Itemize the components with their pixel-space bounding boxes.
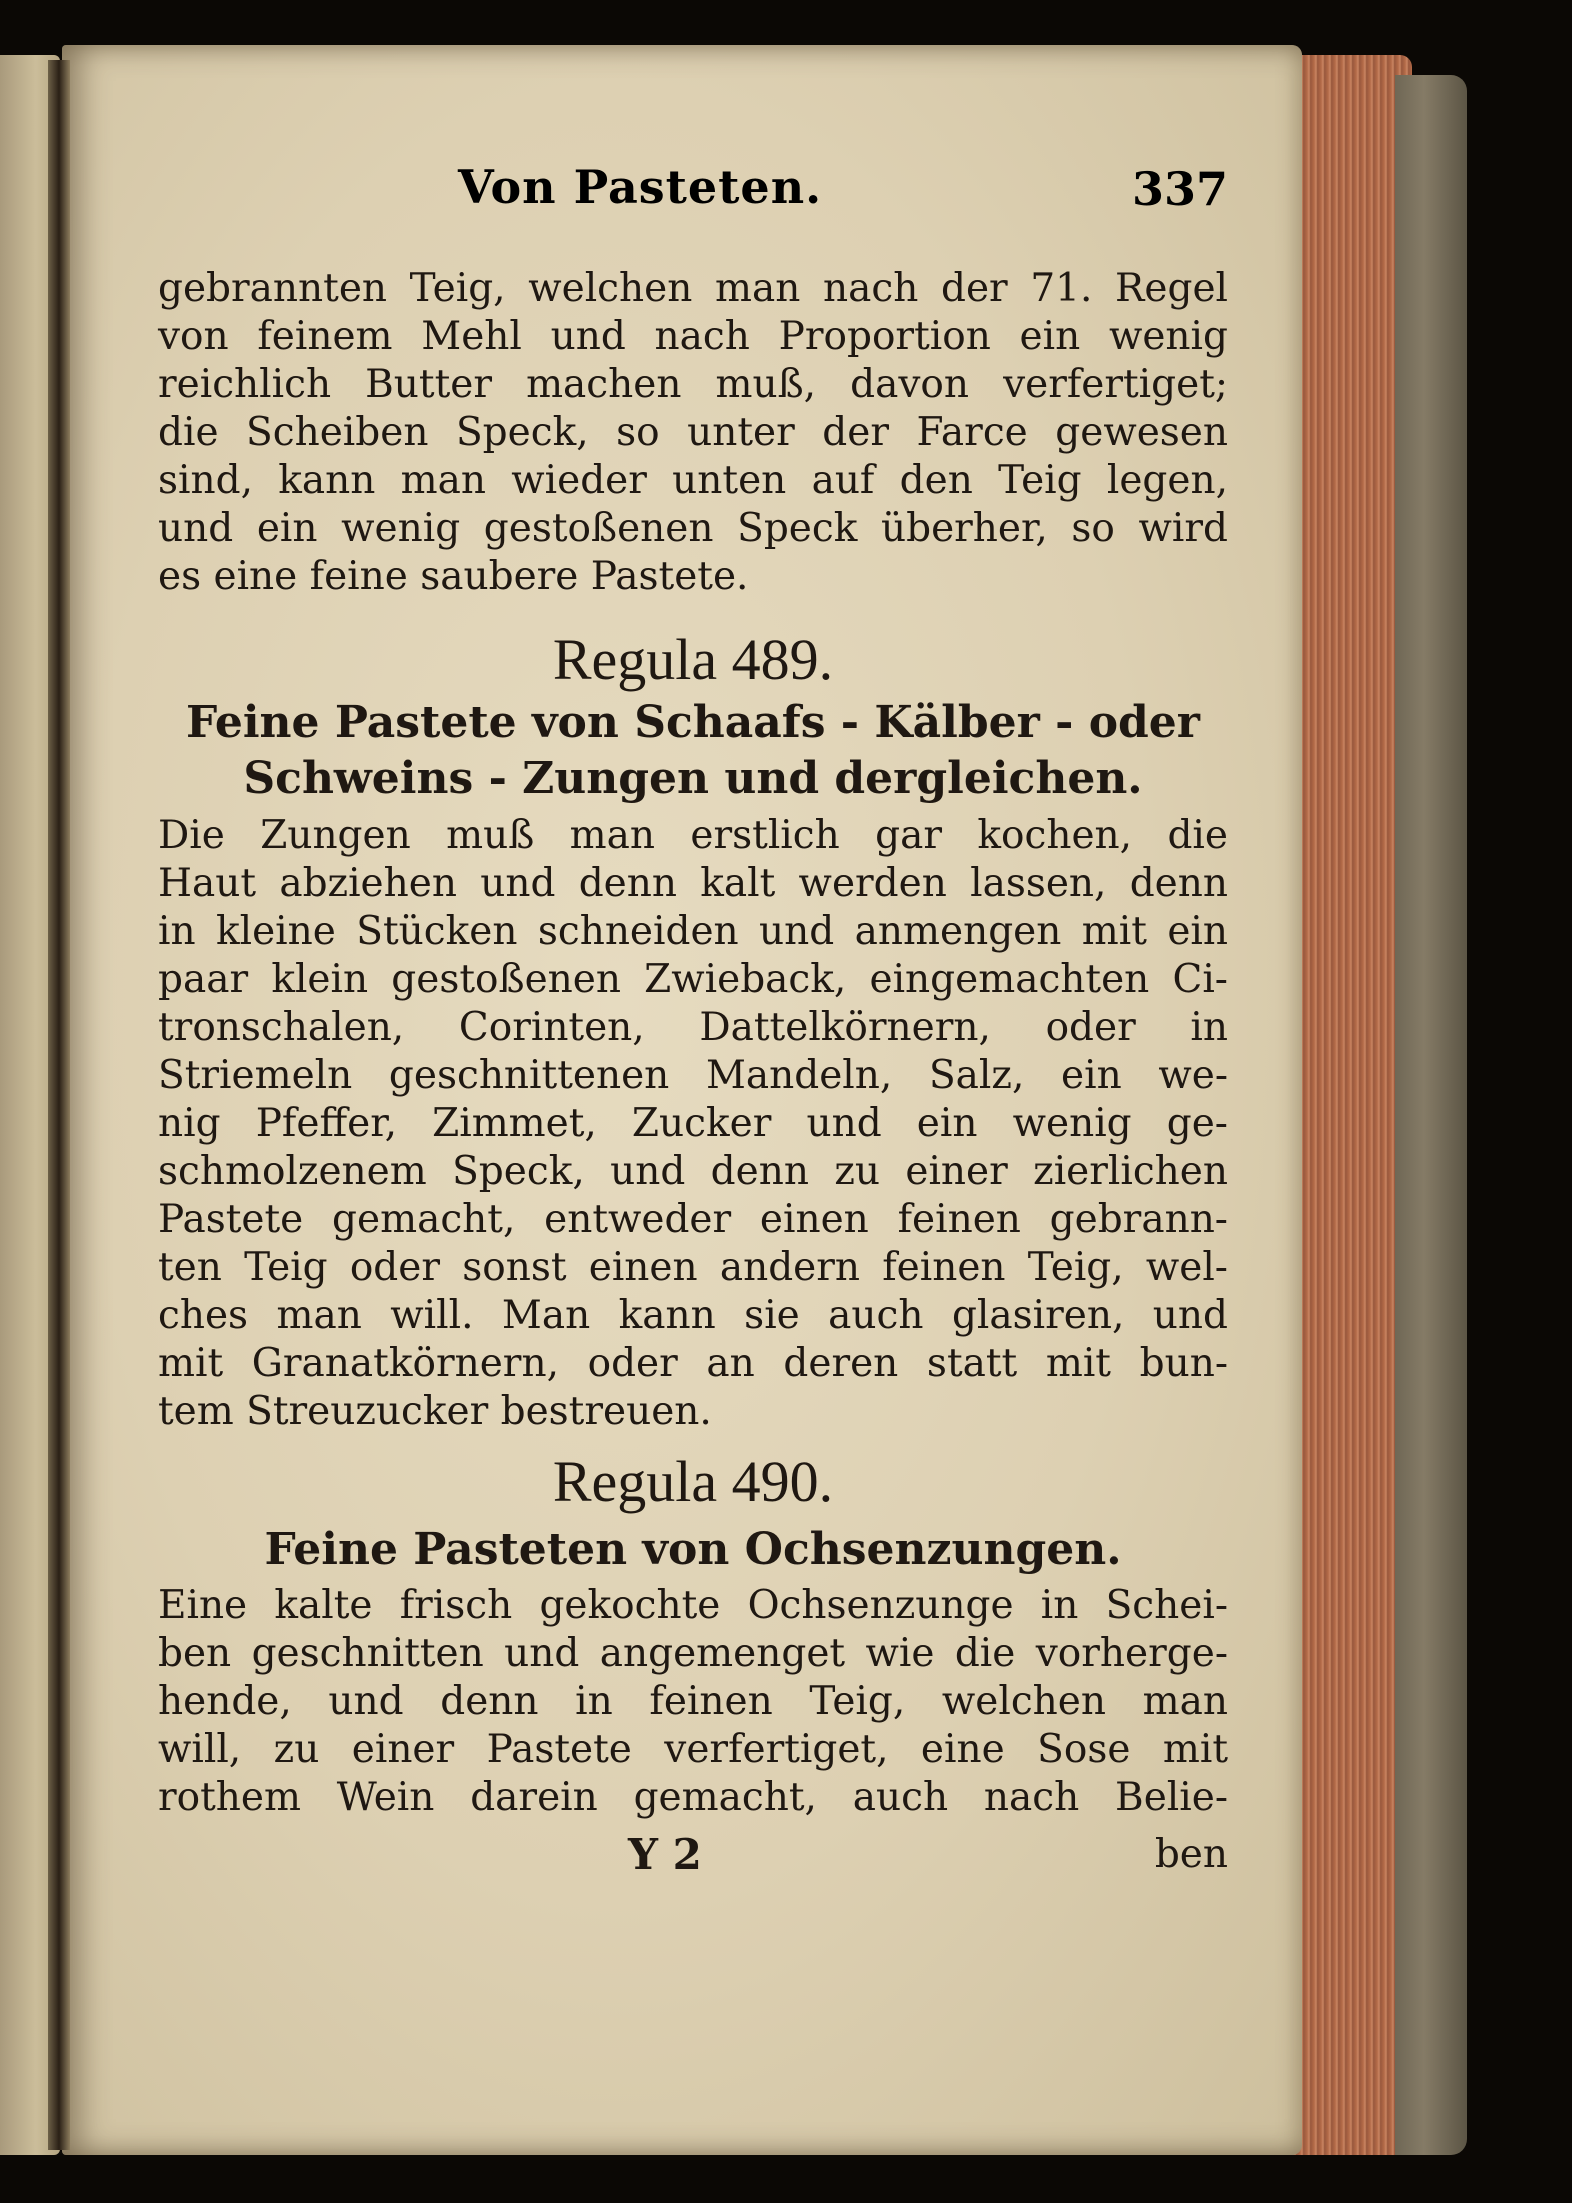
text-line: schmolzenem Speck, und denn zu einer zierlichen [158,1149,1228,1194]
text-line: sind, kann man wieder unten auf den Teig legen, [158,458,1228,503]
text-line: will, zu einer Pastete verfertiget, eine Sose mit [158,1727,1228,1772]
signature-mark: Y 2 [628,1830,702,1879]
text-line: gebrannten Teig, welchen man nach der 71. Regel [158,266,1228,311]
text-line: Haut abziehen und denn kalt werden lassen, denn [158,861,1228,906]
text-line: Striemeln geschnittenen Mandeln, Salz, ein we- [158,1053,1228,1098]
page-block-edge [1290,55,1412,2155]
text-line: und ein wenig gestoßenen Speck überher, so wird [158,506,1228,551]
text-line: hende, und denn in feinen Teig, welchen man [158,1679,1228,1724]
text-line: die Scheiben Speck, so unter der Farce gewesen [158,410,1228,455]
text-line: ches man will. Man kann sie auch glasiren, und [158,1293,1228,1338]
text-line: ten Teig oder sonst einen andern feinen Teig, wel- [158,1245,1228,1290]
text-line: tronschalen, Corinten, Dattelkörnern, oder in [158,1005,1228,1050]
regula-489-heading-line1: Feine Pastete von Schaafs - Kälber - oder [186,697,1200,748]
text-line: paar klein gestoßenen Zwieback, eingemachten Ci- [158,957,1228,1002]
gutter [48,60,70,2150]
text-line: Pastete gemacht, entweder einen feinen gebrann- [158,1197,1228,1242]
text-line: Eine kalte frisch gekochte Ochsenzunge in Schei- [158,1583,1228,1628]
regula-489-heading-line2: Schweins - Zungen und dergleichen. [243,753,1143,804]
regula-489-number: Regula 489. [552,627,834,692]
text-line: mit Granatkörnern, oder an deren statt mit bun- [158,1341,1228,1386]
text-line: reichlich Butter machen muß, davon verfertiget; [158,362,1228,407]
text-line: von feinem Mehl und nach Proportion ein wenig [158,314,1228,359]
text-line: Die Zungen muß man erstlich gar kochen, die [158,813,1228,858]
page-number: 337 [1131,162,1228,216]
regula-490-heading: Feine Pasteten von Ochsenzungen. [264,1524,1122,1575]
regula-490-number: Regula 490. [552,1449,834,1514]
text-line: tem Streuzucker bestreuen. [158,1389,712,1434]
catchword: ben [1154,1832,1228,1877]
text-line: es eine feine saubere Pastete. [158,554,749,599]
book-cover [1395,75,1467,2155]
text-line: nig Pfeffer, Zimmet, Zucker und ein wenig ge- [158,1101,1228,1146]
text-line: ben geschnitten und angemenget wie die vorherge- [158,1631,1228,1676]
text-line: in kleine Stücken schneiden und anmengen mit ein [158,909,1228,954]
running-title: Von Pasteten. [458,160,823,214]
page-header [158,160,1228,230]
text-line: rothem Wein darein gemacht, auch nach Belie- [158,1775,1228,1820]
